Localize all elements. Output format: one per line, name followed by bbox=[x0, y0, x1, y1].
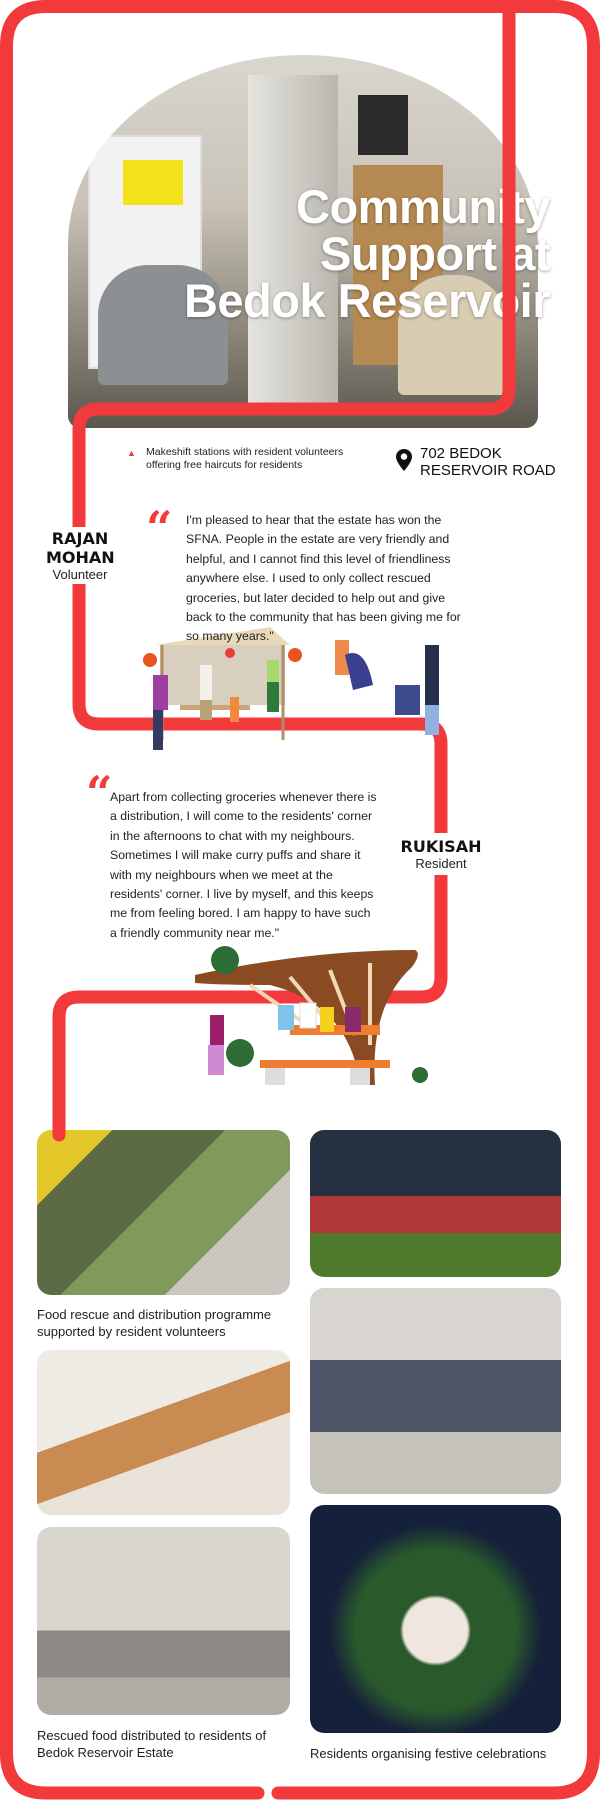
location-pin-icon bbox=[396, 449, 412, 471]
photo-food-rescue-distribution bbox=[37, 1130, 290, 1295]
testimonial-quote: I'm pleased to hear that the estate has won the SFNA. People in the estate are very friendly and helpful, and I cannot find this level of friendliness anywhere else. I used to only collect rescued groceries, but later decided to help out and give back to the community that has been giving me for so many years." bbox=[186, 513, 461, 644]
title-line: Bedok Reservoir bbox=[183, 274, 550, 327]
quote-icon: “ bbox=[146, 501, 173, 555]
address bbox=[420, 445, 556, 479]
photo-festive-decoration bbox=[310, 1505, 561, 1733]
testimonial-author-rajan bbox=[46, 527, 114, 584]
author-name: RAJAN bbox=[51, 529, 109, 548]
testimonial-author-rukisah bbox=[396, 833, 486, 875]
hero-caption: Makeshift stations with resident volunteers offering free haircuts for residents bbox=[146, 446, 344, 471]
author-name: MOHAN bbox=[46, 548, 115, 567]
illustration-residents-corner-pavilion bbox=[190, 945, 440, 1085]
photo-caption: Rescued food distributed to residents of Bedok Reservoir Estate bbox=[37, 1728, 267, 1760]
triangle-pointer-icon: ▲ bbox=[127, 448, 136, 458]
title-line: Support at bbox=[320, 227, 550, 280]
photo-volunteers-packing bbox=[37, 1350, 290, 1515]
author-role: Resident bbox=[415, 856, 467, 871]
page-title bbox=[183, 180, 550, 327]
photo-community-buffet bbox=[310, 1288, 561, 1494]
quote-icon: “ bbox=[86, 766, 113, 820]
photo-festive-lantern-display bbox=[310, 1130, 561, 1277]
photo-rescued-food-distribution bbox=[37, 1527, 290, 1715]
author-role: Volunteer bbox=[52, 567, 108, 582]
photo-caption: Residents organising festive celebrations bbox=[310, 1746, 547, 1761]
photo-caption: Food rescue and distribution programme supported by resident volunteers bbox=[37, 1307, 272, 1339]
testimonial-quote: Apart from collecting groceries whenever there is a distribution, I will come to the residents' corner in the afternoons to chat with my neighbours. Sometimes I will make curry puffs and share it with my neighbours when we meet at the residents' corner. I live by myself, and this keeps me from feeling bored. I am happy to have such a friendly community near me." bbox=[110, 790, 377, 940]
address-line: 702 BEDOK bbox=[420, 445, 502, 462]
title-line: Community bbox=[296, 180, 550, 233]
author-name: RUKISAH bbox=[400, 837, 482, 856]
address-line: RESERVOIR ROAD bbox=[420, 462, 556, 479]
